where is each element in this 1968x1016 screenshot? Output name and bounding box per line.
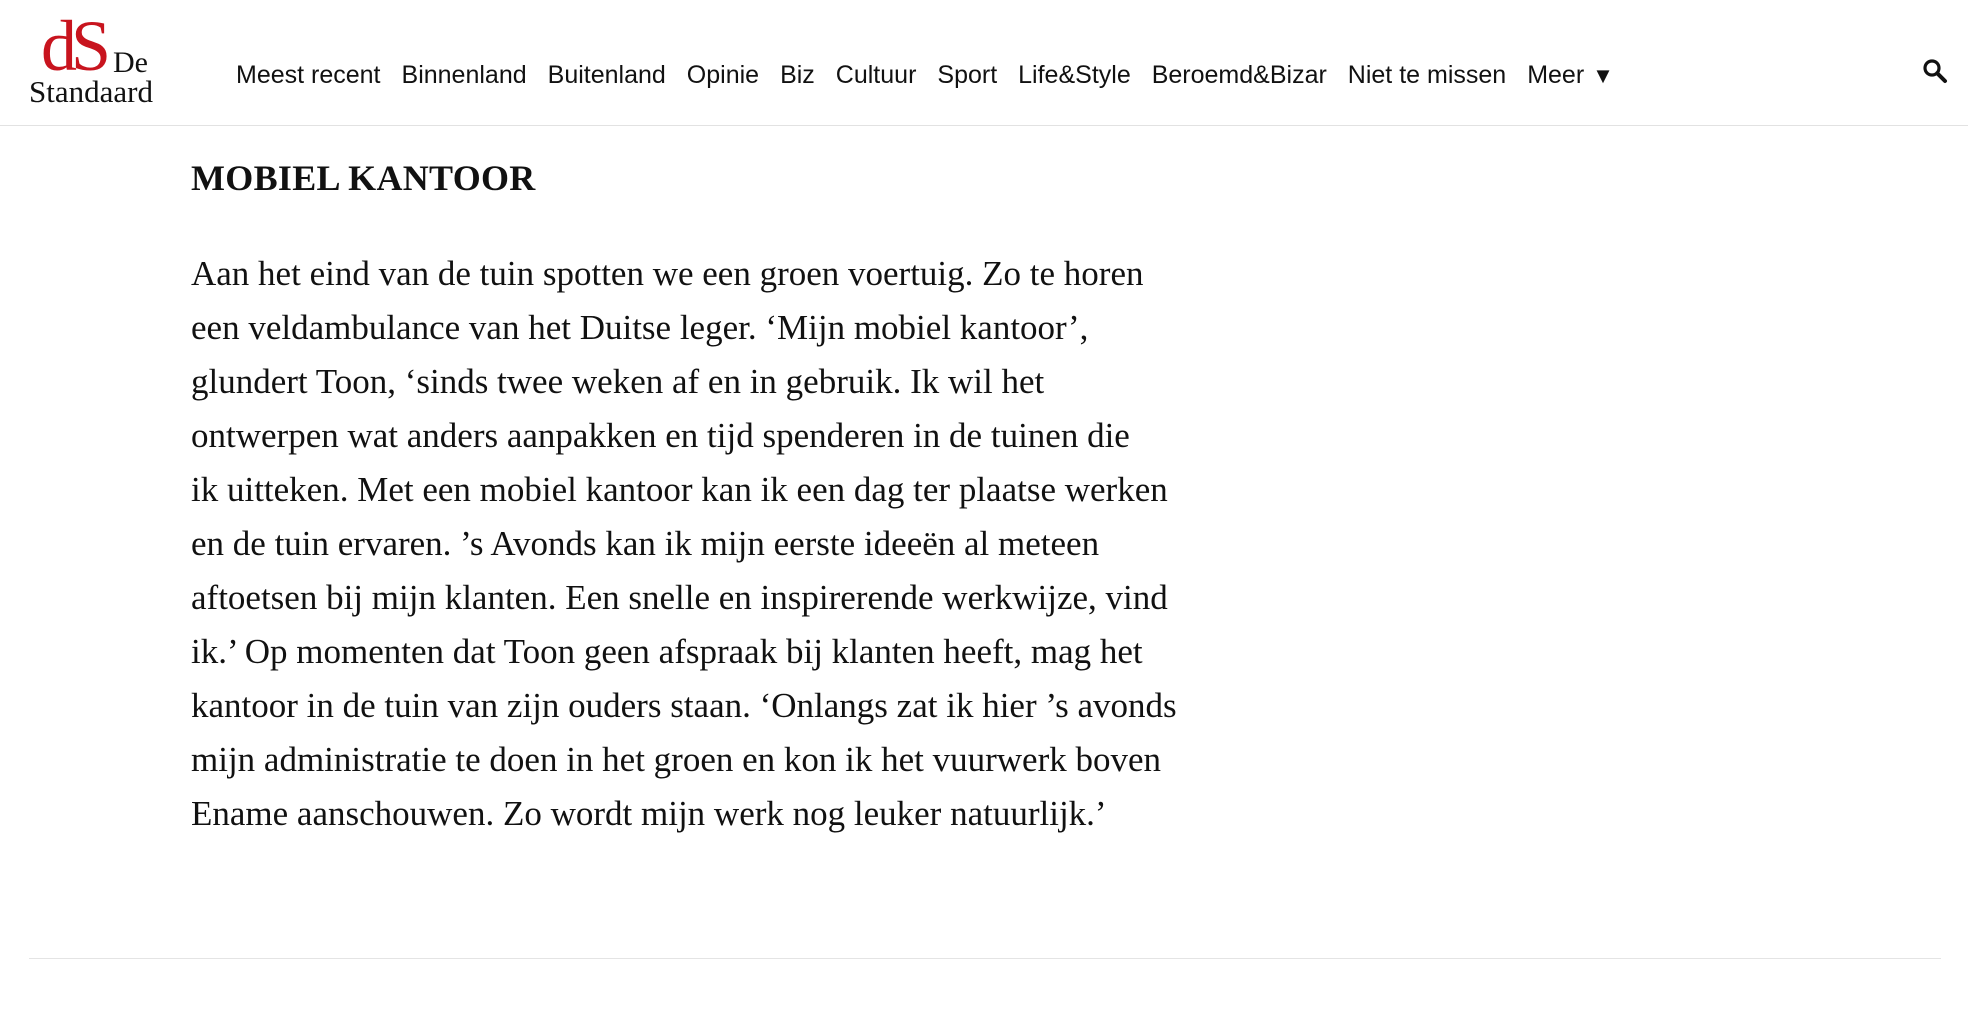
paragraph-line: mijn administratie te doen in het groen en kon ik het vuurwerk boven (191, 740, 1162, 779)
logo-word-standaard: Standaard (29, 74, 153, 109)
nav-item-meest-recent[interactable]: Meest recent (236, 61, 381, 89)
paragraph-line: ik.’ Op momenten dat Toon geen afspraak bij klanten heeft, mag het (191, 632, 1143, 671)
nav-item-biz[interactable]: Biz (780, 61, 815, 89)
paragraph-line: glundert Toon, ‘sinds twee weken af en in gebruik. Ik wil het (191, 362, 1045, 401)
paragraph-line: een veldambulance van het Duitse leger. ‘Mijn mobiel kantoor’, (191, 308, 1089, 347)
nav-item-cultuur[interactable]: Cultuur (835, 61, 917, 89)
paragraph-line: en de tuin ervaren. ’s Avonds kan ik mijn eerste ideeën al meteen (191, 524, 1100, 563)
nav-item-opinie[interactable]: Opinie (686, 61, 760, 89)
logo-mark: dS (41, 6, 106, 86)
caret-down-icon: ▼ (1592, 63, 1614, 88)
nav-item-meer[interactable] (1527, 59, 1614, 92)
section-divider (29, 958, 1941, 959)
nav-item-binnenland[interactable]: Binnenland (401, 61, 527, 89)
paragraph-line: ontwerpen wat anders aanpakken en tijd spenderen in de tuinen die (191, 416, 1130, 455)
nav-item-sport[interactable]: Sport (937, 61, 998, 89)
paragraph-line: kantoor in de tuin van zijn ouders staan. ‘Onlangs zat ik hier ’s avonds (191, 686, 1177, 725)
de-standaard-logo[interactable] (29, 6, 189, 109)
main-nav (236, 59, 1614, 92)
logo-word-de: De (113, 46, 148, 79)
nav-item-beroemd-bizar[interactable]: Beroemd&Bizar (1151, 61, 1327, 89)
nav-meer-label: Meer (1527, 61, 1585, 89)
nav-item-life-style[interactable]: Life&Style (1018, 61, 1131, 89)
section-heading: MOBIEL KANTOOR (191, 158, 536, 198)
site-header (0, 0, 1968, 126)
nav-item-buitenland[interactable]: Buitenland (547, 61, 666, 89)
nav-item-niet-te-missen[interactable]: Niet te missen (1347, 61, 1507, 89)
paragraph-line: ik uitteken. Met een mobiel kantoor kan ik een dag ter plaatse werken (191, 470, 1168, 509)
paragraph-line: Ename aanschouwen. Zo wordt mijn werk nog leuker natuurlijk.’ (191, 794, 1107, 833)
article-section (191, 155, 1331, 841)
paragraph-line: Aan het eind van de tuin spotten we een groen voertuig. Zo te horen (191, 254, 1144, 293)
article-paragraph (191, 247, 1331, 841)
paragraph-line: aftoetsen bij mijn klanten. Een snelle en inspirerende werkwijze, vind (191, 578, 1168, 617)
search-icon[interactable] (1922, 58, 1948, 84)
